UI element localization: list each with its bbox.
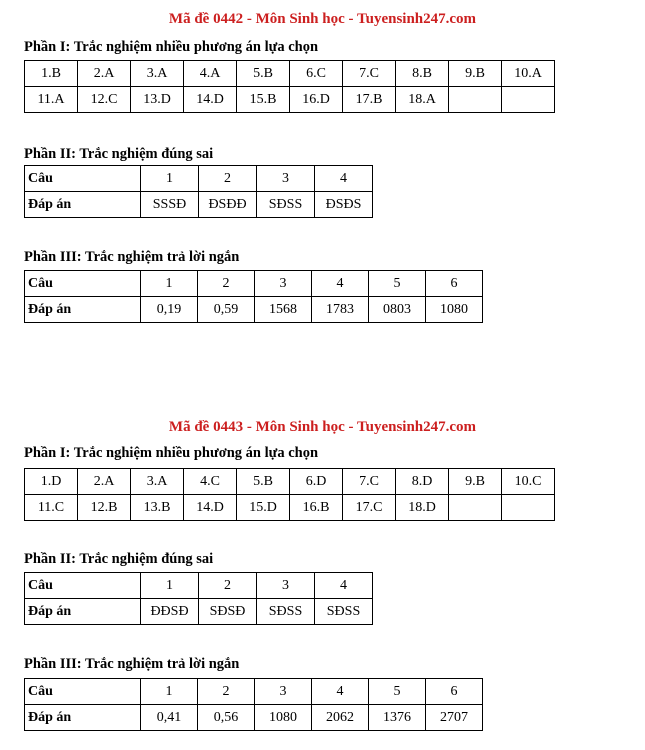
question-label: Câu [25, 573, 141, 599]
part3-heading: Phần III: Trắc nghiệm trả lời ngắn [24, 656, 240, 672]
table-row [25, 599, 373, 625]
question-number: 5 [369, 271, 426, 297]
question-label: Câu [25, 271, 141, 297]
answer-cell: 16.D [290, 87, 343, 113]
question-number: 5 [369, 679, 426, 705]
answer-cell: 16.B [290, 495, 343, 521]
answer-cell: 11.C [25, 495, 78, 521]
answer-cell: 15.D [237, 495, 290, 521]
answer-label: Đáp án [25, 297, 141, 323]
part1-answer-table [24, 60, 555, 113]
question-number: 3 [255, 679, 312, 705]
question-label: Câu [25, 679, 141, 705]
answer-cell: 17.C [343, 495, 396, 521]
question-number: 1 [141, 679, 198, 705]
answer-cell: ĐĐSĐ [141, 599, 199, 625]
answer-cell [449, 87, 502, 113]
answer-cell: 17.B [343, 87, 396, 113]
question-number: 6 [426, 679, 483, 705]
question-label: Câu [25, 166, 141, 192]
answer-cell: 18.A [396, 87, 449, 113]
answer-cell: 1080 [426, 297, 483, 323]
answer-label: Đáp án [25, 705, 141, 731]
answer-cell: SĐSS [315, 599, 373, 625]
part3-answer-table [24, 678, 483, 731]
answer-cell: 2.A [78, 61, 131, 87]
answer-cell: 6.C [290, 61, 343, 87]
answer-cell: 2707 [426, 705, 483, 731]
answer-cell: 4.A [184, 61, 237, 87]
answer-cell: 0803 [369, 297, 426, 323]
answer-cell: 1376 [369, 705, 426, 731]
answer-cell: SSSĐ [141, 192, 199, 218]
answer-cell: SĐSS [257, 599, 315, 625]
answer-cell: 1080 [255, 705, 312, 731]
answer-cell [502, 495, 555, 521]
part2-heading: Phần II: Trắc nghiệm đúng sai [24, 146, 214, 162]
answer-cell: 5.B [237, 469, 290, 495]
answer-cell: 6.D [290, 469, 343, 495]
answer-cell: 14.D [184, 87, 237, 113]
question-number: 4 [312, 271, 369, 297]
answer-cell: 0,56 [198, 705, 255, 731]
answer-cell: 1783 [312, 297, 369, 323]
answer-cell: 18.D [396, 495, 449, 521]
answer-cell: 2.A [78, 469, 131, 495]
answer-cell: ĐSĐS [315, 192, 373, 218]
answer-cell: 1.B [25, 61, 78, 87]
answer-cell: 13.D [131, 87, 184, 113]
table-row [25, 271, 483, 297]
table-row [25, 61, 555, 87]
answer-label: Đáp án [25, 192, 141, 218]
table-row [25, 166, 373, 192]
answer-cell: 2062 [312, 705, 369, 731]
table-row [25, 87, 555, 113]
answer-cell: 7.C [343, 469, 396, 495]
part2-heading: Phần II: Trắc nghiệm đúng sai [24, 551, 214, 567]
question-number: 1 [141, 573, 199, 599]
table-row [25, 495, 555, 521]
question-number: 1 [141, 166, 199, 192]
answer-cell: 4.C [184, 469, 237, 495]
part3-answer-table [24, 270, 483, 323]
part1-heading: Phần I: Trắc nghiệm nhiều phương án lựa chọn [24, 445, 319, 461]
table-row [25, 573, 373, 599]
answer-cell: 10.A [502, 61, 555, 87]
question-number: 2 [199, 573, 257, 599]
answer-cell: 7.C [343, 61, 396, 87]
part2-answer-table [24, 572, 373, 625]
answer-cell: 14.D [184, 495, 237, 521]
answer-cell: 13.B [131, 495, 184, 521]
question-number: 1 [141, 271, 198, 297]
answer-cell: ĐSĐĐ [199, 192, 257, 218]
answer-cell: 11.A [25, 87, 78, 113]
answer-cell: 10.C [502, 469, 555, 495]
answer-cell: 8.D [396, 469, 449, 495]
question-number: 2 [198, 271, 255, 297]
question-number: 4 [315, 573, 373, 599]
part1-answer-table [24, 468, 555, 521]
table-row [25, 679, 483, 705]
answer-cell: 12.C [78, 87, 131, 113]
answer-cell: 3.A [131, 61, 184, 87]
table-row [25, 469, 555, 495]
question-number: 2 [198, 679, 255, 705]
table-row [25, 192, 373, 218]
question-number: 3 [257, 166, 315, 192]
question-number: 3 [257, 573, 315, 599]
question-number: 6 [426, 271, 483, 297]
answer-cell: 5.B [237, 61, 290, 87]
answer-cell: SĐSĐ [199, 599, 257, 625]
answer-cell: 0,41 [141, 705, 198, 731]
answer-cell: 0,59 [198, 297, 255, 323]
answer-cell: 15.B [237, 87, 290, 113]
part3-heading: Phần III: Trắc nghiệm trả lời ngắn [24, 249, 240, 265]
part2-answer-table [24, 165, 373, 218]
question-number: 2 [199, 166, 257, 192]
part1-heading: Phần I: Trắc nghiệm nhiều phương án lựa chọn [24, 39, 319, 55]
exam-title: Mã đề 0442 - Môn Sinh học - Tuyensinh247.com [168, 11, 477, 27]
question-number: 4 [312, 679, 369, 705]
table-row [25, 297, 483, 323]
answer-cell: 0,19 [141, 297, 198, 323]
answer-cell: 9.B [449, 469, 502, 495]
answer-cell: 12.B [78, 495, 131, 521]
answer-cell [502, 87, 555, 113]
answer-cell: 1568 [255, 297, 312, 323]
answer-cell: 9.B [449, 61, 502, 87]
answer-cell: SĐSS [257, 192, 315, 218]
answer-cell: 3.A [131, 469, 184, 495]
question-number: 4 [315, 166, 373, 192]
table-row [25, 705, 483, 731]
answer-cell [449, 495, 502, 521]
exam-title: Mã đề 0443 - Môn Sinh học - Tuyensinh247.com [168, 419, 477, 435]
answer-label: Đáp án [25, 599, 141, 625]
answer-cell: 1.D [25, 469, 78, 495]
answer-cell: 8.B [396, 61, 449, 87]
question-number: 3 [255, 271, 312, 297]
